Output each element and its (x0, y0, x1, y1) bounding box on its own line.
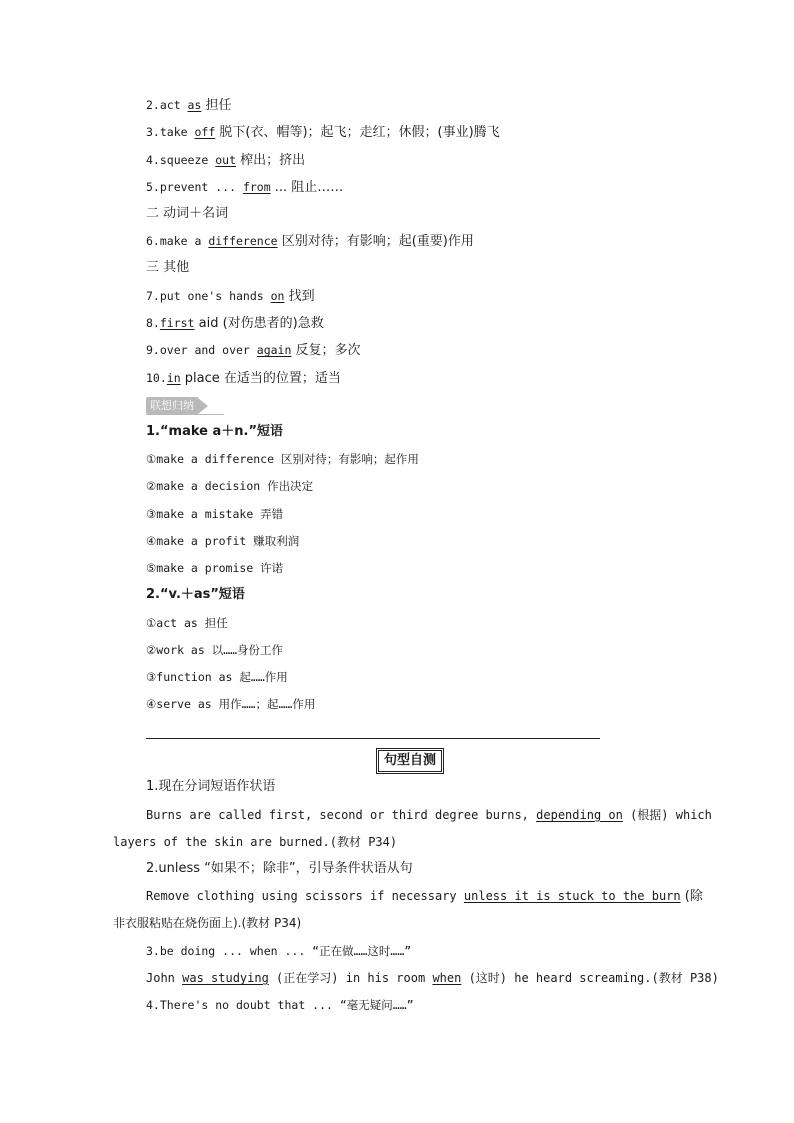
section-heading-verb-noun: 二 动词＋名词 (146, 206, 229, 221)
phrase-answer: off (194, 125, 216, 139)
sentence-text: Burns are called first, second or third degree burns, (146, 808, 537, 822)
sentence-text: (根据) which (622, 808, 712, 822)
phrase-item-9 (146, 341, 361, 360)
phrase-text: 9.over and over (146, 343, 257, 357)
sentence-example-1-line-1 (146, 806, 712, 824)
sentence-text: (除 (680, 889, 703, 904)
summary-tag (146, 397, 224, 414)
phrase-meaning: 找到 (284, 289, 315, 304)
phrase-text: 6.make a (146, 234, 209, 248)
phrase-text: 8. (146, 316, 160, 330)
phrase-item-5 (146, 178, 343, 197)
section-divider (146, 738, 600, 739)
sentence-example-1-line-2: layers of the skin are burned.(教材 P34) (113, 835, 398, 849)
as-item: ②work as 以……身份工作 (146, 643, 284, 657)
phrase-item-8 (146, 314, 324, 333)
tag-arrow-shape (198, 398, 208, 414)
sentence-text: Remove clothing using scissors if necessary (146, 889, 464, 903)
phrase-text: 4.squeeze (146, 153, 216, 167)
phrase-text: 5.prevent ... (146, 180, 243, 194)
sentence-text: John (146, 971, 183, 985)
phrase-meaning: 反复；多次 (291, 343, 361, 358)
make-item: ④make a profit 赚取利润 (146, 534, 300, 548)
phrase-meaning: place 在适当的位置；适当 (180, 371, 341, 386)
phrase-answer: as (187, 98, 202, 112)
summary-tag-label: 联想归纳 (146, 397, 198, 414)
phrase-meaning: 脱下(衣、帽等)；起飞；走红；休假；(事业)腾飞 (215, 125, 500, 140)
phrase-meaning: 榨出；挤出 (236, 153, 306, 168)
as-item: ④serve as 用作……；起……作用 (146, 697, 316, 711)
phrase-text: 3.take (146, 125, 195, 139)
summary-heading-as: 2.“v.＋as”短语 (146, 587, 245, 602)
phrase-item-3 (146, 123, 500, 142)
make-item: ③make a mistake 弄错 (146, 507, 284, 521)
phrase-meaning: ... 阻止…… (270, 180, 344, 195)
tag-underline (146, 414, 224, 415)
phrase-answer: first (159, 316, 195, 330)
phrase-answer: difference (208, 234, 278, 248)
make-item: ⑤make a promise 许诺 (146, 561, 284, 575)
sentence-heading-1: 1.现在分词短语作状语 (146, 779, 276, 794)
phrase-answer: out (215, 153, 237, 167)
as-item: ③function as 起……作用 (146, 670, 288, 684)
phrase-item-10 (146, 369, 341, 388)
sentence-answer: depending on (536, 808, 623, 822)
phrase-text: 2.act (146, 98, 188, 112)
phrase-answer: on (270, 289, 285, 303)
make-item: ②make a decision 作出决定 (146, 479, 314, 493)
phrase-answer: again (256, 343, 292, 357)
sentence-answer: was studying (182, 971, 269, 985)
sentence-example-2-line-2: 非衣服粘贴在烧伤面上).(教材 P34) (113, 916, 302, 930)
sentence-heading-2: 2.unless “如果不；除非”，引导条件状语从句 (146, 861, 413, 876)
as-item: ①act as 担任 (146, 616, 228, 630)
section-heading-other: 三 其他 (146, 260, 190, 275)
phrase-item-6 (146, 232, 474, 251)
phrase-item-2 (146, 96, 232, 115)
phrase-answer: in (166, 371, 181, 385)
sentence-heading-4: 4.There's no doubt that ... “毫无疑问……” (146, 998, 414, 1012)
section-title-sentence-test: 句型自测 (378, 750, 442, 772)
summary-heading-make: 1.“make a＋n.”短语 (146, 424, 283, 439)
make-item: ①make a difference 区别对待；有影响；起作用 (146, 452, 419, 466)
sentence-text: (正在学习) in his room (268, 971, 433, 985)
sentence-answer: unless_it_is_stuck_to_the_burn (463, 889, 681, 903)
phrase-answer: from (242, 180, 271, 194)
sentence-answer: when (432, 971, 462, 985)
phrase-text: 10. (146, 371, 167, 385)
phrase-meaning: aid (对伤患者的)急救 (194, 316, 324, 331)
sentence-example-2-line-1 (146, 887, 703, 906)
phrase-item-4 (146, 151, 305, 170)
sentence-example-3 (146, 969, 719, 987)
phrase-meaning: 区别对待；有影响；起(重要)作用 (277, 234, 474, 249)
sentence-text: (这时) he heard screaming.(教材 P38) (461, 971, 719, 985)
phrase-item-7 (146, 287, 315, 306)
phrase-meaning: 担任 (201, 98, 232, 113)
sentence-heading-3: 3.be doing ... when ... “正在做……这时……” (146, 944, 412, 958)
phrase-text: 7.put one's hands (146, 289, 271, 303)
